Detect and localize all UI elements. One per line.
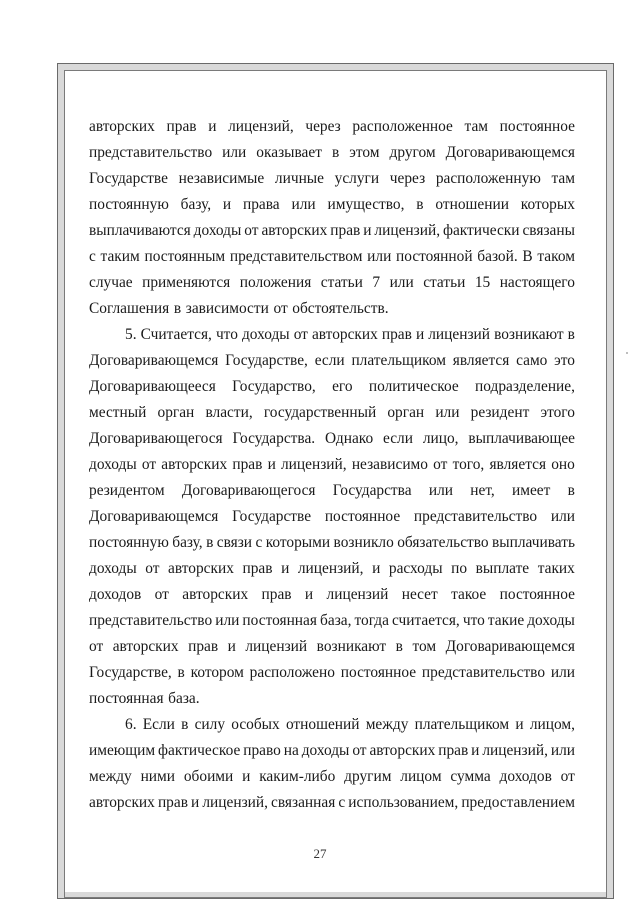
- word: авторских: [161, 456, 228, 473]
- word: расположено: [249, 664, 335, 681]
- word: с: [255, 534, 263, 551]
- word: положения: [239, 274, 312, 291]
- word: другом: [389, 144, 436, 161]
- word: в: [206, 534, 214, 551]
- word: и: [471, 742, 480, 759]
- word: Государстве,: [89, 664, 172, 681]
- word: такие: [487, 612, 525, 629]
- text-line: [89, 348, 575, 374]
- text-line: [89, 764, 575, 790]
- word: или: [435, 404, 460, 421]
- word: от: [244, 222, 259, 239]
- text-line: [89, 218, 575, 244]
- word: лицензий: [428, 326, 491, 343]
- word: и: [363, 222, 372, 239]
- word: В: [522, 248, 533, 265]
- word: Соглашения: [89, 300, 170, 317]
- page-number: 27: [313, 846, 327, 861]
- text-line: [89, 738, 575, 764]
- word: если: [314, 352, 345, 369]
- word: такое: [451, 586, 487, 603]
- word: статьи: [423, 274, 466, 291]
- word: фактически: [442, 222, 520, 239]
- word: случае: [89, 274, 133, 291]
- word: расположенную: [435, 170, 541, 187]
- word: доходов: [89, 586, 142, 603]
- word: лицом: [400, 768, 442, 785]
- word: применяются: [142, 274, 231, 291]
- word: Договаривающемся: [445, 144, 575, 161]
- word: Государства.: [232, 430, 316, 447]
- word: там: [464, 118, 489, 135]
- word: в: [567, 326, 575, 343]
- word: Однако: [324, 430, 374, 447]
- word: или: [428, 482, 453, 499]
- text-line: [89, 322, 575, 348]
- word: оно: [551, 456, 575, 473]
- word: таком: [537, 248, 575, 265]
- word: постоянную: [89, 534, 169, 551]
- word: постоянной: [396, 248, 473, 265]
- word: выплачивать: [492, 534, 575, 551]
- word: или: [291, 196, 316, 213]
- word: прав: [261, 586, 292, 603]
- word: доходы: [193, 222, 242, 239]
- word: в: [177, 664, 185, 681]
- word: Договаривающееся: [89, 378, 216, 395]
- word: орган: [387, 404, 425, 421]
- word: лицо,: [422, 430, 459, 447]
- word: том: [412, 638, 437, 655]
- word: отношений: [285, 716, 360, 733]
- word: постоянное: [499, 118, 575, 135]
- word: Государства: [332, 482, 412, 499]
- word: Договаривающемся: [89, 352, 219, 369]
- word: Считается,: [140, 326, 212, 343]
- word: представительством: [229, 248, 363, 265]
- scan-speck: [626, 352, 628, 354]
- word: и: [415, 326, 425, 343]
- word: представительство: [89, 144, 213, 161]
- word: резидент: [470, 404, 530, 421]
- word: и: [372, 560, 381, 577]
- word: само: [516, 352, 548, 369]
- word: авторских: [182, 586, 249, 603]
- text-line: [89, 140, 575, 166]
- word: возникают: [316, 638, 387, 655]
- word: от: [89, 638, 104, 655]
- word: возникло: [333, 534, 394, 551]
- word: там: [551, 170, 575, 187]
- word: независимо: [351, 456, 428, 473]
- word: или: [389, 274, 414, 291]
- word: доходы: [89, 456, 137, 473]
- text-line: [89, 296, 575, 322]
- word: фактическое: [158, 742, 241, 759]
- word: лицензий,: [202, 794, 268, 811]
- text-line: [89, 166, 575, 192]
- text-line: [89, 374, 575, 400]
- word: представительство: [89, 612, 213, 629]
- word: расположенное: [352, 118, 453, 135]
- text-line: [89, 400, 575, 426]
- word: постоянная: [242, 612, 317, 629]
- word: в: [173, 300, 182, 317]
- text-line: [89, 426, 575, 452]
- word: Если: [142, 716, 175, 733]
- word: Договаривающегося: [181, 482, 316, 499]
- text-line: [89, 660, 575, 686]
- word: или: [550, 508, 575, 525]
- word: является: [489, 456, 547, 473]
- word: выплачиваются: [89, 222, 191, 239]
- word: несет: [401, 586, 438, 603]
- word: от: [145, 560, 160, 577]
- word: отношении: [435, 196, 509, 213]
- word: 5.: [125, 326, 137, 343]
- word: постоянное: [499, 586, 575, 603]
- word: личные: [274, 170, 324, 187]
- word: авторских: [168, 560, 234, 577]
- text-line: [89, 712, 575, 738]
- word: постоянная: [89, 690, 164, 707]
- word: особых: [231, 716, 280, 733]
- word: что: [462, 612, 485, 629]
- word: в: [395, 638, 403, 655]
- word: оказывает: [256, 144, 322, 161]
- word: лицензий,: [374, 222, 441, 239]
- word: обоими: [183, 768, 234, 785]
- word: авторских: [89, 118, 155, 135]
- word: авторских: [369, 742, 436, 759]
- word: ними: [140, 768, 176, 785]
- word: котором: [190, 664, 244, 681]
- word: или: [222, 144, 247, 161]
- word: прав: [242, 560, 273, 577]
- word: лицензий,: [297, 560, 364, 577]
- word: силу: [194, 716, 226, 733]
- text-line: [89, 244, 575, 270]
- word: власти,: [205, 404, 253, 421]
- word: Договаривающегося: [89, 430, 223, 447]
- word: от: [560, 768, 575, 785]
- word: сумма: [450, 768, 491, 785]
- word: от: [154, 586, 169, 603]
- word: от: [352, 742, 367, 759]
- text-line: [89, 790, 575, 816]
- word: 7: [372, 274, 381, 291]
- word: в: [331, 144, 340, 161]
- word: считается,: [392, 612, 460, 629]
- word: имущество,: [327, 196, 405, 213]
- word: от: [293, 326, 308, 343]
- word: лицензий: [326, 586, 389, 603]
- word: лицензий: [245, 638, 308, 655]
- word: между: [89, 768, 132, 785]
- word: авторских: [311, 326, 378, 343]
- word: от: [433, 456, 448, 473]
- word: прав: [381, 326, 412, 343]
- word: выплате: [475, 560, 530, 577]
- word: этого: [540, 404, 575, 421]
- word: доходы: [241, 326, 290, 343]
- word: доходов: [499, 768, 552, 785]
- word: база.: [168, 690, 200, 707]
- word: Государстве: [232, 508, 312, 525]
- document-body: [89, 114, 575, 816]
- word: Договаривающемся: [89, 508, 219, 525]
- text-line: [89, 608, 575, 634]
- word: и: [208, 118, 217, 135]
- word: это: [554, 352, 575, 369]
- word: резидентом: [89, 482, 165, 499]
- word: его: [332, 378, 353, 395]
- word: таким: [100, 248, 140, 265]
- word: в: [181, 716, 189, 733]
- word: того,: [452, 456, 485, 473]
- word: Государстве,: [225, 352, 308, 369]
- word: в: [567, 482, 575, 499]
- word: имеет: [512, 482, 551, 499]
- word: в: [416, 196, 424, 213]
- word: государственный: [263, 404, 377, 421]
- word: и: [242, 768, 251, 785]
- text-line: [89, 114, 575, 140]
- word: постоянную: [89, 196, 169, 213]
- word: и: [191, 794, 200, 811]
- word: расходы: [388, 560, 443, 577]
- word: зависимости: [185, 300, 269, 317]
- word: лицензий,: [482, 742, 548, 759]
- word: использованием,: [348, 794, 459, 811]
- word: на: [283, 742, 299, 759]
- word: что: [215, 326, 238, 343]
- word: орган: [157, 404, 195, 421]
- word: постоянное: [340, 664, 417, 681]
- word: от: [273, 300, 288, 317]
- word: представительство: [413, 508, 538, 525]
- word: и: [222, 196, 232, 213]
- word: через: [305, 118, 341, 135]
- word: доходы: [301, 742, 350, 759]
- text-line: [89, 530, 575, 556]
- word: с: [89, 248, 96, 265]
- word: прав: [166, 118, 197, 135]
- word: или: [550, 664, 575, 681]
- word: местный: [89, 404, 147, 421]
- word: право: [243, 742, 281, 759]
- word: постоянным: [144, 248, 226, 265]
- text-line: [89, 478, 575, 504]
- word: имеющим: [89, 742, 156, 759]
- word: и: [515, 716, 524, 733]
- word: или: [550, 742, 575, 759]
- word: которыми: [265, 534, 331, 551]
- word: которых: [520, 196, 575, 213]
- word: через: [389, 170, 426, 187]
- word: доходы: [527, 612, 575, 629]
- word: предоставлением: [461, 794, 575, 811]
- word: и: [304, 586, 314, 603]
- word: базу,: [180, 196, 212, 213]
- word: прав: [232, 456, 263, 473]
- text-line: [89, 452, 575, 478]
- text-line: [89, 192, 575, 218]
- word: Государстве: [89, 170, 168, 187]
- word: авторских: [112, 638, 179, 655]
- word: каким-либо: [259, 768, 336, 785]
- word: настоящего: [499, 274, 575, 291]
- word: если: [383, 430, 413, 447]
- word: таких: [537, 560, 575, 577]
- word: или: [215, 612, 240, 629]
- word: лицензий,: [228, 118, 294, 135]
- word: другим: [344, 768, 392, 785]
- word: лицом,: [529, 716, 575, 733]
- word: от: [141, 456, 157, 473]
- word: является: [452, 352, 510, 369]
- word: статьи: [320, 274, 363, 291]
- word: или: [367, 248, 392, 265]
- word: прав: [330, 222, 361, 239]
- word: 15: [474, 274, 491, 291]
- word: и: [281, 560, 290, 577]
- word: возникают: [494, 326, 564, 343]
- word: плательщиком: [351, 352, 446, 369]
- word: связаны: [522, 222, 575, 239]
- text-line: [89, 504, 575, 530]
- word: выплачивающее: [468, 430, 575, 447]
- word: постоянное: [324, 508, 401, 525]
- word: обстоятельств.: [292, 300, 389, 317]
- word: этом: [349, 144, 380, 161]
- word: Договаривающемся: [445, 638, 575, 655]
- word: представительство: [421, 664, 546, 681]
- word: доходы: [89, 560, 137, 577]
- word: услуги: [334, 170, 380, 187]
- word: нет,: [470, 482, 495, 499]
- word: независимые: [178, 170, 265, 187]
- text-line: [89, 686, 575, 712]
- text-line: [89, 556, 575, 582]
- word: по: [451, 560, 468, 577]
- word: тогда: [354, 612, 389, 629]
- word: Государство,: [232, 378, 316, 395]
- word: прав: [188, 638, 219, 655]
- word: и: [267, 456, 276, 473]
- word: прав: [157, 794, 188, 811]
- word: 6.: [125, 716, 137, 733]
- word: связанная: [271, 794, 336, 811]
- word: политическое: [368, 378, 459, 395]
- word: с: [338, 794, 346, 811]
- word: и: [227, 638, 236, 655]
- word: базу,: [172, 534, 203, 551]
- word: обязательство: [397, 534, 489, 551]
- word: подразделение,: [475, 378, 575, 395]
- word: права: [242, 196, 280, 213]
- word: авторских: [89, 794, 155, 811]
- word: лицензий,: [281, 456, 347, 473]
- word: плательщиком: [414, 716, 510, 733]
- word: база,: [320, 612, 352, 629]
- word: связи: [216, 534, 253, 551]
- text-line: [89, 582, 575, 608]
- text-line: [89, 634, 575, 660]
- word: между: [365, 716, 409, 733]
- text-line: [89, 270, 575, 296]
- word: базой.: [477, 248, 518, 265]
- word: прав: [438, 742, 469, 759]
- word: авторских: [261, 222, 328, 239]
